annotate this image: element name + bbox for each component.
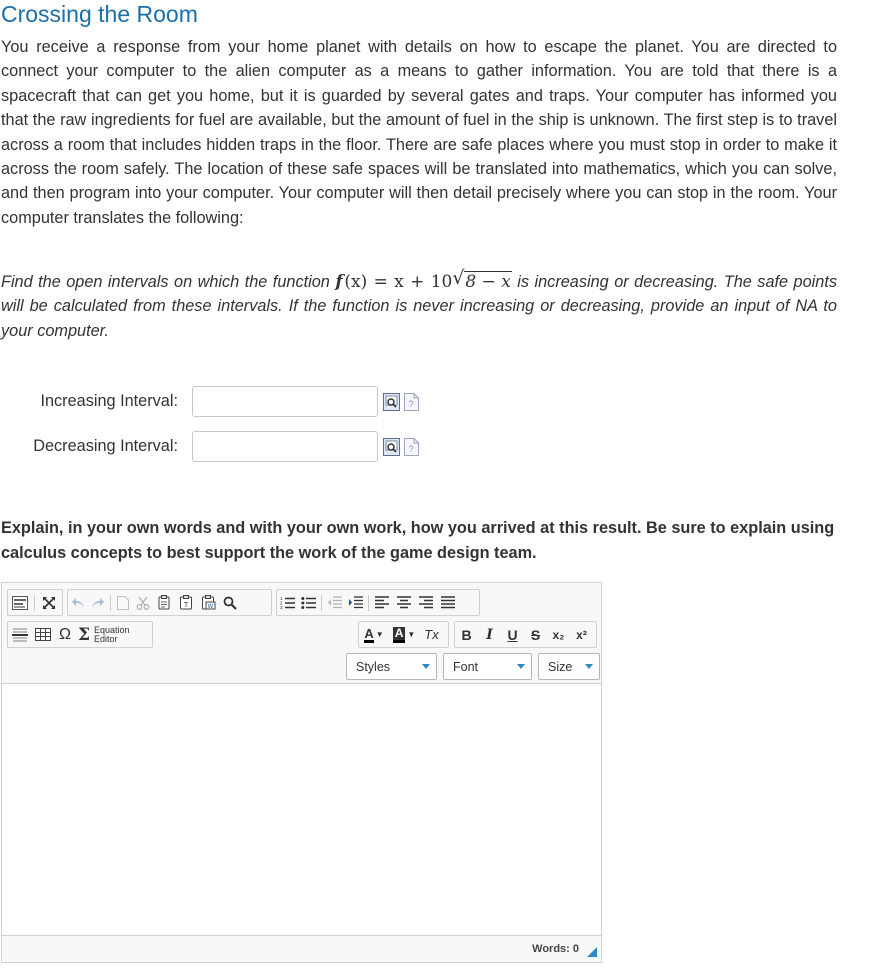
equation-editor-button[interactable] [76, 622, 130, 647]
svg-text:1: 1 [280, 596, 283, 601]
numbered-list-icon[interactable] [277, 590, 298, 615]
equation-editor-line1: Equation [94, 624, 130, 635]
separator [34, 595, 35, 611]
editor-status-bar [2, 935, 601, 962]
bulleted-list-icon[interactable] [298, 590, 319, 615]
remove-format-icon[interactable]: Tx [424, 627, 439, 642]
chevron-down-icon: ▼ [407, 630, 416, 639]
decreasing-row [0, 431, 440, 462]
separator [110, 595, 111, 611]
toolbar-group-paragraph [276, 589, 480, 616]
sqrt-symbol: √ 8 − x [452, 267, 511, 292]
increasing-interval-input[interactable] [192, 386, 378, 417]
decrease-indent-icon[interactable] [324, 590, 345, 615]
horizontal-line-icon[interactable] [8, 622, 32, 647]
rich-text-editor [1, 582, 602, 963]
explain-prompt: Explain, in your own words and with your own work, how you arrived at this result. Be sure to explain using calculus concepts to best support the work of the game design team. [1, 519, 835, 562]
copy-icon[interactable] [153, 590, 175, 615]
new-page-icon[interactable] [113, 590, 133, 615]
paste-icon[interactable] [175, 590, 197, 615]
question-after: is increasing or decreasing. The safe points will be calculated from these intervals. If the function is never increasing or decreasing, provide an input of NA to your computer. [1, 273, 837, 340]
increasing-row [0, 386, 440, 417]
background-color-icon: A [393, 627, 406, 643]
preview-icon[interactable] [383, 438, 400, 456]
intro-paragraph: You receive a response from your home planet with details on how to escape the planet. You are directed to connect your computer to the alien computer as a means to gather information. You are told that there is a spacecraft that can get you home, but it is guarded by several gates and traps. Your computer has informed you that the raw ingredients for fuel are available, but the amount of fuel in the ship is unknown. The first step is to travel across a room that includes hidden traps in the floor. There are safe places where you must stop in order to make it across the room safely. The location of these safe spaces will be translated into mathematics, which you can solve, and then program into your computer. Your computer will then detail precisely where you can stop in the room. Your computer translates the following: [1, 38, 837, 227]
align-center-icon[interactable] [393, 590, 415, 615]
undo-icon[interactable] [68, 590, 88, 615]
table-icon[interactable] [32, 622, 54, 647]
toolbar-group-clipboard [67, 589, 272, 616]
preview-icon[interactable] [383, 393, 400, 411]
question-text [1, 267, 837, 343]
font-dropdown[interactable] [443, 653, 532, 680]
toolbar-group-view [7, 589, 63, 616]
chevron-down-icon [585, 664, 593, 669]
superscript-icon[interactable]: x² [576, 627, 587, 642]
special-character-icon[interactable]: Ω [59, 625, 71, 643]
background-color-button[interactable] [389, 622, 419, 647]
styles-dropdown[interactable] [346, 653, 437, 680]
underline-icon[interactable]: U [507, 626, 518, 643]
bold-icon[interactable]: B [461, 626, 472, 643]
decreasing-interval-input[interactable] [192, 431, 378, 462]
source-icon[interactable] [8, 590, 32, 615]
chevron-down-icon [422, 664, 430, 669]
page-title: Crossing the Room [1, 1, 198, 27]
function-arg: (x) [344, 272, 368, 292]
maximize-icon[interactable] [37, 590, 61, 615]
font-dropdown-label: Font [453, 659, 479, 674]
increasing-label: Increasing Interval: [40, 392, 178, 410]
chevron-down-icon: ▼ [375, 630, 384, 639]
strikethrough-icon[interactable]: S [530, 626, 541, 643]
separator [368, 595, 369, 611]
function-eq: = x + 10 [367, 272, 453, 292]
toolbar-group-basic-styles [454, 621, 597, 648]
toolbar-group-insert [7, 621, 153, 648]
paste-from-word-icon[interactable] [197, 590, 219, 615]
equation-editor-line2: Editor [94, 633, 118, 644]
size-dropdown[interactable] [538, 653, 600, 680]
svg-text:?: ? [408, 398, 414, 409]
function-name: f [335, 272, 343, 292]
resize-handle-icon[interactable] [587, 947, 597, 957]
increase-indent-icon[interactable] [345, 590, 366, 615]
function-formula [335, 267, 511, 292]
italic-icon[interactable]: I [486, 626, 493, 643]
find-icon[interactable] [219, 590, 241, 615]
editor-content-area[interactable] [2, 685, 601, 935]
sigma-icon: Σ [78, 624, 91, 645]
svg-text:3: 3 [280, 605, 283, 609]
styles-dropdown-label: Styles [356, 659, 391, 674]
svg-text:?: ? [408, 443, 414, 454]
chevron-down-icon [517, 664, 525, 669]
svg-text:T: T [183, 602, 189, 609]
text-color-icon: A [364, 625, 374, 641]
align-right-icon[interactable] [415, 590, 437, 615]
svg-text:2: 2 [280, 600, 283, 606]
editor-toolbar [2, 583, 601, 684]
align-left-icon[interactable] [371, 590, 393, 615]
cut-icon[interactable] [133, 590, 153, 615]
toolbar-group-colors [358, 621, 449, 648]
help-icon[interactable] [404, 393, 419, 411]
size-dropdown-label: Size [548, 659, 573, 674]
decreasing-label: Decreasing Interval: [33, 437, 178, 455]
align-justify-icon[interactable] [437, 590, 459, 615]
svg-text:W: W [207, 604, 213, 610]
equation-editor-label [94, 626, 130, 644]
function-radicand: 8 − x [465, 272, 511, 292]
help-icon[interactable] [404, 438, 419, 456]
word-count: Words: 0 [532, 943, 579, 955]
redo-icon[interactable] [88, 590, 108, 615]
separator [321, 595, 322, 611]
subscript-icon[interactable]: x₂ [552, 627, 565, 642]
question-before: Find the open intervals on which the function [1, 273, 330, 291]
text-color-button[interactable] [359, 622, 389, 647]
